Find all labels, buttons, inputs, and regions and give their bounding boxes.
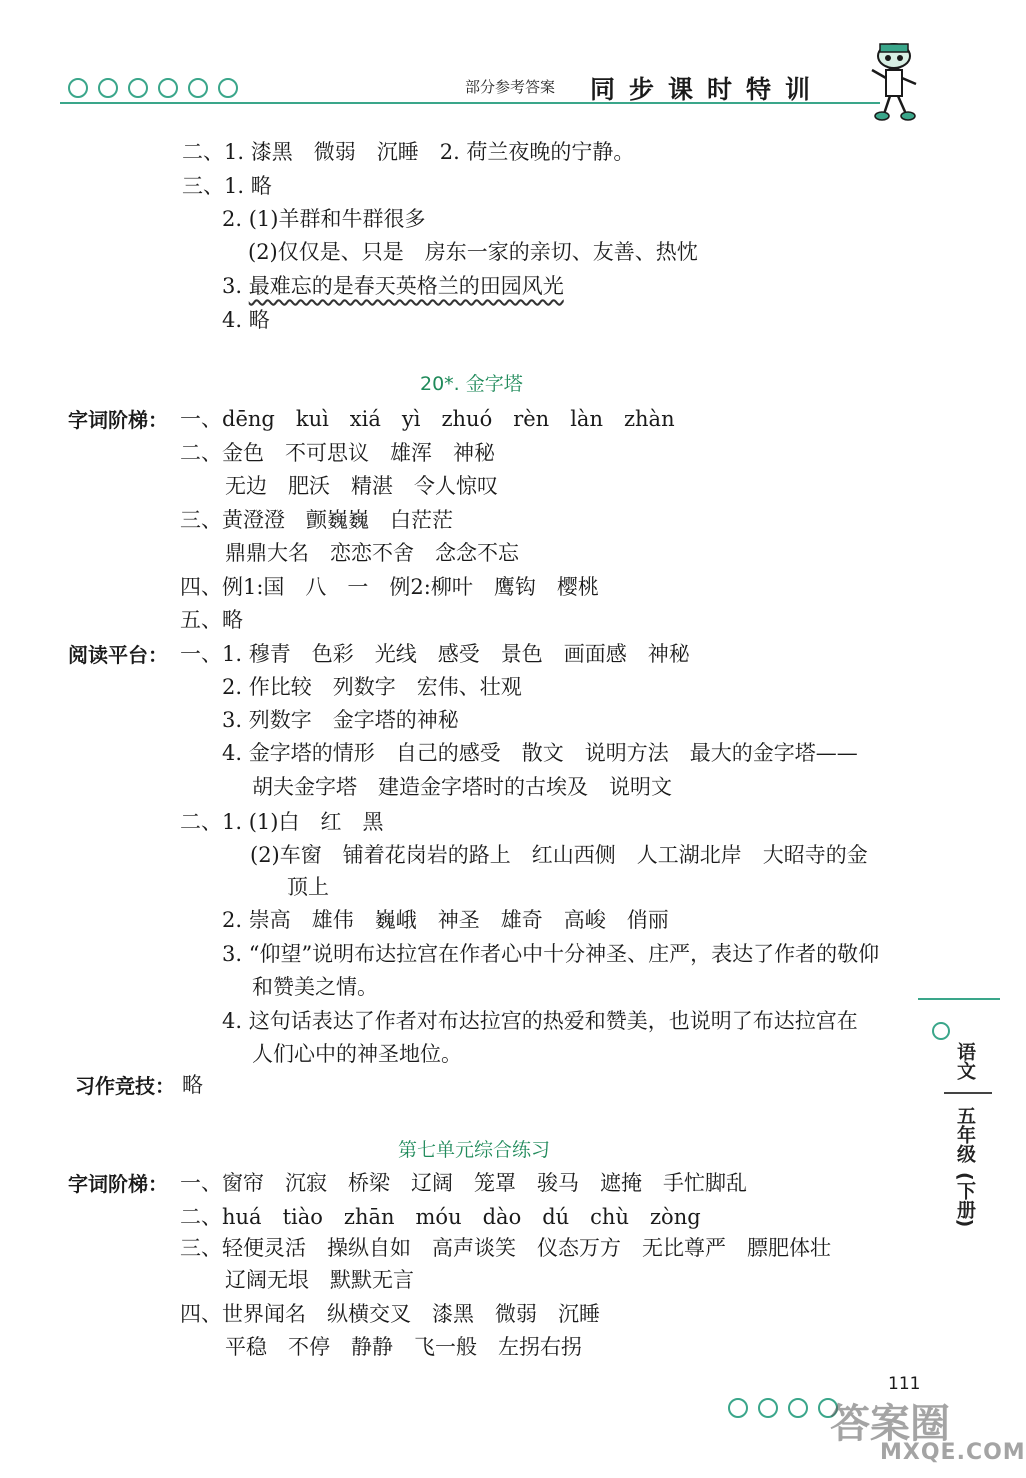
answer-line: 2. (1)羊群和牛群很多 xyxy=(222,207,426,231)
answer-line: 辽阔无垠 默默无言 xyxy=(225,1268,414,1292)
answer-line: 二、huá tiào zhān móu dào dú chù zòng xyxy=(180,1205,701,1229)
answer-line: 鼎鼎大名 恋恋不舍 念念不忘 xyxy=(225,541,519,565)
answer-line: (2)仅仅是、只是 房东一家的亲切、友善、热忱 xyxy=(248,240,698,264)
answer-line: 三、1. 略 xyxy=(182,174,272,198)
answer-line: 略 xyxy=(182,1073,203,1097)
watermark-logo: 答案圈 xyxy=(830,1401,950,1447)
wavy-underlined-answer: 最难忘的是春天英格兰的田园风光 xyxy=(248,274,564,298)
category-label: 阅读平台： xyxy=(68,643,168,667)
category-label: 字词阶梯： xyxy=(68,408,168,432)
answer-line: 2. 作比较 列数字 宏伟、壮观 xyxy=(222,675,522,699)
answer-line: 人们心中的神圣地位。 xyxy=(252,1042,462,1066)
answer-line: 四、例1:国 八 一 例2:柳叶 鹰钩 樱桃 xyxy=(180,575,599,599)
answer-line: 4. 这句话表达了作者对布达拉宫的热爱和赞美，也说明了布达拉宫在 xyxy=(222,1009,858,1033)
side-tab-volume: (下册) xyxy=(954,1172,976,1228)
header-title: 同步课时特训 xyxy=(590,75,825,104)
answer-line: 二、金色 不可思议 雄浑 神秘 xyxy=(180,441,495,465)
answer-line xyxy=(222,272,564,300)
side-tab-subject: 语文 xyxy=(954,1042,976,1080)
side-tab-circle xyxy=(932,1022,950,1040)
footer-decor-circles xyxy=(728,1398,838,1418)
answer-line: 三、轻便灵活 操纵自如 高声谈笑 仪态万方 无比尊严 膘肥体壮 xyxy=(180,1236,831,1260)
header-decor-circles xyxy=(68,78,238,98)
answer-line: 四、世界闻名 纵横交叉 漆黑 微弱 沉睡 xyxy=(180,1302,600,1326)
answer-line: 4. 略 xyxy=(222,308,270,332)
answer-line: 3. 列数字 金字塔的神秘 xyxy=(222,708,459,732)
watermark-url: MXQE.COM xyxy=(880,1440,1026,1465)
answer-line: 三、黄澄澄 颤巍巍 白茫茫 xyxy=(180,508,453,532)
answer-line: 2. 崇高 雄伟 巍峨 神圣 雄奇 高峻 俏丽 xyxy=(222,908,669,932)
answer-line: 4. 金字塔的情形 自己的感受 散文 说明方法 最大的金字塔—— xyxy=(222,741,858,765)
pencil-mascot-icon xyxy=(862,34,926,122)
answer-line: 和赞美之情。 xyxy=(252,975,378,999)
side-tab-grade: 五年级 xyxy=(954,1106,976,1163)
answer-line: 顶上 xyxy=(287,875,329,899)
answer-line: 一、窗帘 沉寂 桥梁 辽阔 笼罩 骏马 遮掩 手忙脚乱 xyxy=(180,1171,747,1195)
page-number: 111 xyxy=(888,1374,921,1394)
answer-line: 二、1. (1)白 红 黑 xyxy=(180,810,384,834)
answer-line: 一、1. 穆青 色彩 光线 感受 景色 画面感 神秘 xyxy=(180,642,690,666)
answer-line: 一、dēng kuì xiá yì zhuó rèn làn zhàn xyxy=(180,407,675,431)
category-label: 字词阶梯： xyxy=(68,1172,168,1196)
answer-line: 胡夫金字塔 建造金字塔时的古埃及 说明文 xyxy=(252,775,672,799)
answer-line: 二、1. 漆黑 微弱 沉睡 2. 荷兰夜晚的宁静。 xyxy=(182,140,635,164)
side-tab-rule xyxy=(918,998,1000,1000)
answer-line: 平稳 不停 静静 飞一般 左拐右拐 xyxy=(225,1335,582,1359)
header-subtitle: 部分参考答案 xyxy=(465,78,556,96)
category-label: 习作竞技： xyxy=(75,1074,175,1098)
side-tab-divider xyxy=(944,1092,992,1094)
section-title: 20*. 金字塔 xyxy=(420,373,523,395)
answer-number: 3. xyxy=(222,274,243,298)
answer-line: 无边 肥沃 精湛 令人惊叹 xyxy=(225,474,498,498)
section-title: 第七单元综合练习 xyxy=(398,1139,551,1161)
answer-line: 五、略 xyxy=(180,608,243,632)
answer-line: (2)车窗 铺着花岗岩的路上 红山西侧 人工湖北岸 大昭寺的金 xyxy=(250,843,868,867)
answer-line: 3. “仰望”说明布达拉宫在作者心中十分神圣、庄严，表达了作者的敬仰 xyxy=(222,942,880,966)
